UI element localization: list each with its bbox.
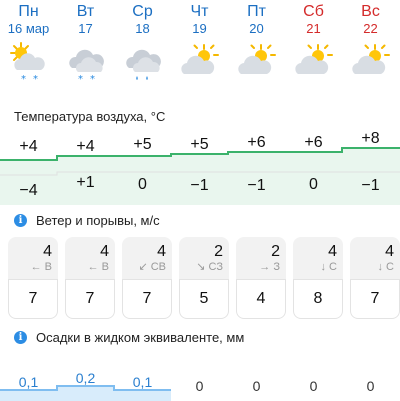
day-date: 20 [249, 21, 264, 36]
cloudy-snow-icon [64, 40, 108, 84]
day-name: Вс [361, 3, 380, 20]
temperature-title: Температура воздуха, °C [14, 109, 166, 124]
temp-night-value: −1 [190, 177, 209, 194]
day-header-row [0, 0, 400, 100]
svg-text:*: * [32, 74, 38, 84]
wind-row [8, 237, 400, 319]
day-column[interactable] [285, 0, 342, 84]
temp-night-value: −1 [361, 177, 380, 194]
wind-gust: 7 [65, 279, 115, 319]
day-column[interactable] [57, 0, 114, 84]
wind-direction: ← В [87, 261, 109, 273]
svg-text:*: * [77, 74, 83, 84]
temp-night-value: 0 [138, 176, 147, 193]
day-column[interactable] [114, 0, 171, 84]
day-column[interactable] [0, 0, 57, 84]
day-date: 16 мар [7, 21, 50, 36]
partly-cloudy-icon [349, 40, 393, 84]
temp-night-value: −1 [247, 177, 266, 194]
wind-card[interactable] [350, 237, 400, 319]
svg-text:*: * [89, 74, 95, 84]
partly-cloudy-icon [178, 40, 222, 84]
partly-cloudy-icon [235, 40, 279, 84]
wind-gust: 7 [350, 279, 400, 319]
temp-night-value: +1 [76, 174, 95, 191]
day-name: Пт [247, 3, 266, 20]
wind-speed: 4 [385, 243, 394, 260]
day-date: 22 [363, 21, 378, 36]
precipitation-value: 0,1 [18, 374, 39, 390]
precipitation-value: 0 [366, 378, 375, 394]
precipitation-value: 0,2 [75, 370, 96, 386]
wind-direction: ↙ СВ [138, 261, 166, 273]
day-date: 18 [135, 21, 150, 36]
temp-day-value: +6 [247, 134, 266, 151]
wind-title: Ветер и порывы, м/с [36, 213, 160, 228]
temp-day-value: +4 [19, 138, 38, 155]
day-column[interactable] [171, 0, 228, 84]
day-column[interactable] [342, 0, 399, 84]
temp-day-value: +5 [190, 136, 209, 153]
wind-speed: 2 [271, 243, 280, 260]
wind-direction: ↓ С [377, 261, 394, 273]
precipitation-title: Осадки в жидком эквиваленте, мм [36, 330, 245, 345]
wind-speed: 4 [100, 243, 109, 260]
wind-direction: ← В [30, 261, 52, 273]
temp-night-value: 0 [309, 176, 318, 193]
wind-direction: → З [259, 261, 280, 273]
precipitation-value: 0 [195, 378, 204, 394]
wind-gust: 5 [179, 279, 229, 319]
wind-speed: 4 [157, 243, 166, 260]
wind-card[interactable] [293, 237, 343, 319]
temp-day-value: +5 [133, 136, 152, 153]
day-date: 21 [306, 21, 321, 36]
temperature-chart [0, 130, 400, 205]
temp-night-value: −4 [19, 182, 38, 199]
day-name: Чт [190, 3, 209, 20]
temp-day-value: +6 [304, 134, 323, 151]
wind-gust: 7 [122, 279, 172, 319]
wind-speed: 4 [328, 243, 337, 260]
wind-card[interactable] [122, 237, 172, 319]
partly-cloudy-snow-icon [7, 40, 51, 84]
day-name: Пн [18, 3, 39, 20]
temp-day-value: +8 [361, 130, 380, 147]
partly-cloudy-icon [292, 40, 336, 84]
wind-direction: ↓ С [320, 261, 337, 273]
wind-speed: 2 [214, 243, 223, 260]
wind-card[interactable] [8, 237, 58, 319]
wind-card[interactable] [179, 237, 229, 319]
info-icon[interactable]: i [14, 214, 27, 227]
wind-gust: 4 [236, 279, 286, 319]
info-icon[interactable]: i [14, 331, 27, 344]
wind-card[interactable] [236, 237, 286, 319]
precipitation-value: 0,1 [132, 374, 153, 390]
day-date: 17 [78, 21, 93, 36]
day-name: Сб [303, 3, 324, 20]
day-name: Вт [76, 3, 95, 20]
precipitation-value: 0 [309, 378, 318, 394]
wind-gust: 7 [8, 279, 58, 319]
day-name: Ср [132, 3, 153, 20]
precipitation-value: 0 [252, 378, 261, 394]
day-column[interactable] [228, 0, 285, 84]
wind-gust: 8 [293, 279, 343, 319]
cloudy-rain-icon [121, 40, 165, 84]
wind-direction: ↘ СЗ [196, 261, 223, 273]
wind-speed: 4 [43, 243, 52, 260]
day-date: 19 [192, 21, 207, 36]
wind-card[interactable] [65, 237, 115, 319]
precipitation-chart [0, 360, 400, 401]
temp-day-value: +4 [76, 138, 95, 155]
svg-text:*: * [20, 74, 26, 84]
